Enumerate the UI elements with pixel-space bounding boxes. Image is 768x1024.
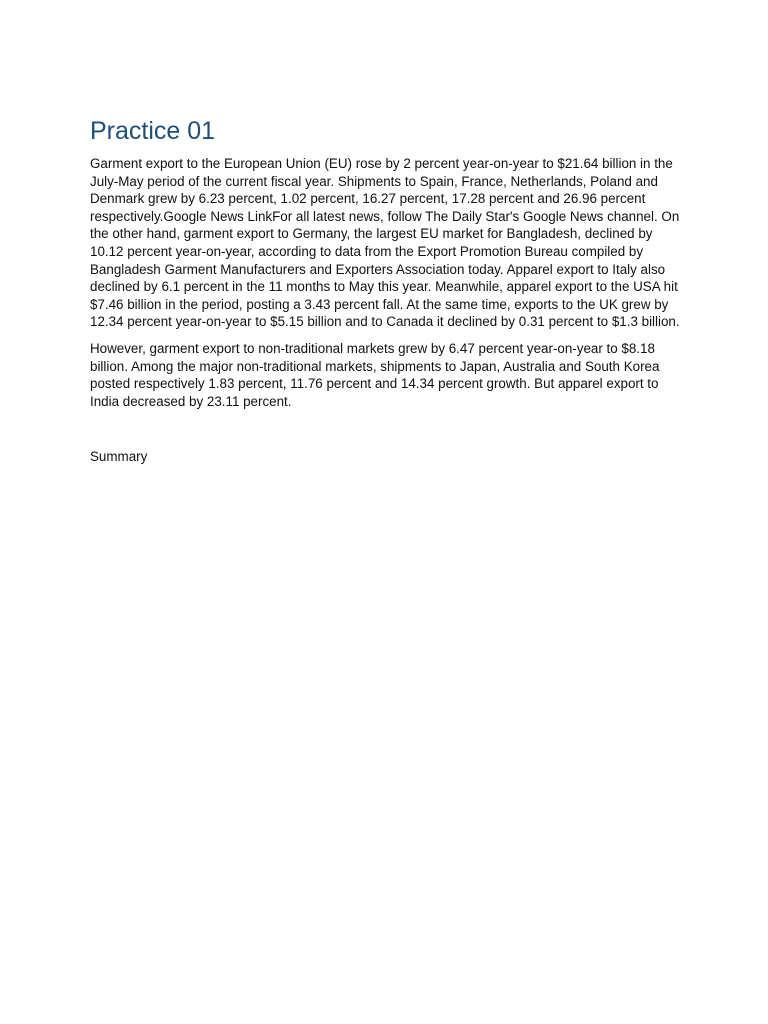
- page-title: Practice 01: [90, 117, 216, 145]
- paragraph-2: However, garment export to non-traditional markets grew by 6.47 percent year-on-year to $8.18 billion. Among the major non-traditional markets, shipments to Japan, Australia and South Korea posted respectively 1.83 percent, 11.76 percent and 14.34 percent growth. But apparel export to India decreased by 23.11 percent.: [90, 340, 660, 409]
- summary-heading: Summary: [90, 449, 148, 465]
- paragraph-1: Garment export to the European Union (EU) rose by 2 percent year-on-year to $21.64 billion in the July-May period of the current fiscal year. Shipments to Spain, France, Netherlands, Poland and Denmark grew by 6.23 percent, 1.02 percent, 16.27 percent, 17.28 percent and 26.96 percent respectively.Google News LinkFor all latest news, follow The Daily Star's Google News channel. On the other hand, garment export to Germany, the largest EU market for Bangladesh, declined by 10.12 percent year-on-year, according to data from the Export Promotion Bureau compiled by Bangladesh Garment Manufacturers and Exporters Association today. Apparel export to Italy also declined by 6.1 percent in the 11 months to May this year. Meanwhile, apparel export to the USA hit $7.46 billion in the period, posting a 3.43 percent fall. At the same time, exports to the UK grew by 12.34 percent year-on-year to $5.15 billion and to Canada it declined by 0.31 percent to $1.3 billion.: [90, 156, 680, 330]
- document-page: [90, 116, 682, 466]
